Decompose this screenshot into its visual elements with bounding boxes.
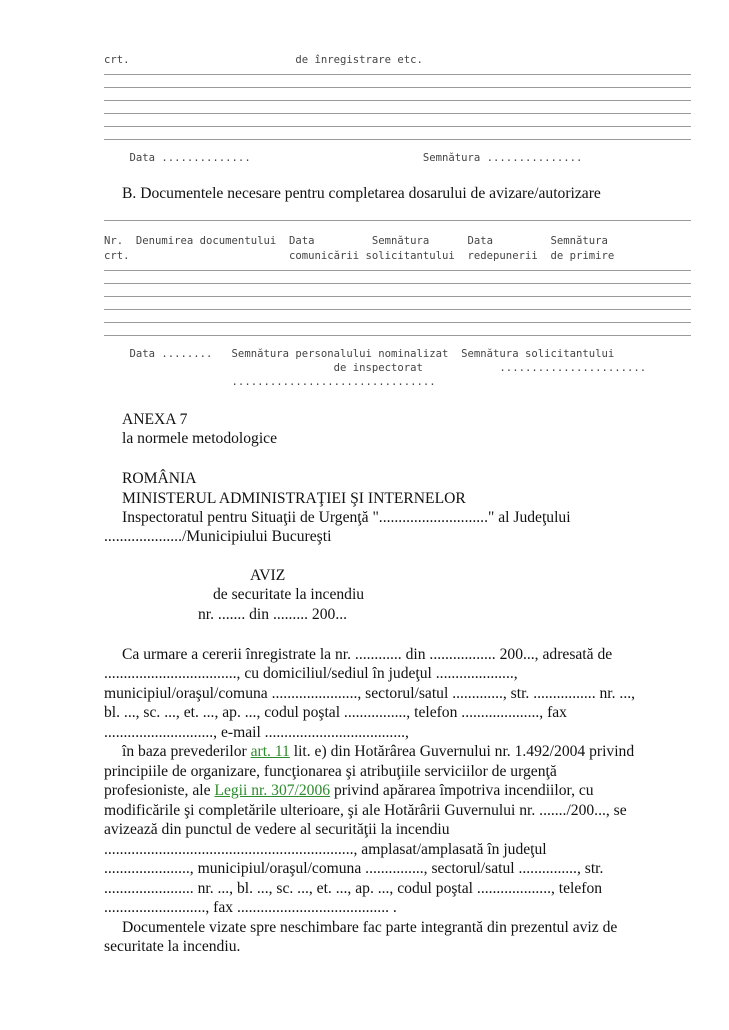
link-legea-307[interactable]: Legii nr. 307/2006 (214, 782, 331, 799)
table-rule (104, 100, 691, 101)
ministry-name: MINISTERUL ADMINISTRAŢIEI ŞI INTERNELOR (122, 490, 466, 507)
table-b-sign-line-1: Data ........ Semnătura personalului nominalizat Semnătura solicitantului (104, 348, 615, 360)
body-line: .................................., cu domiciliul/sediul în judeţul ...................., (104, 665, 518, 682)
table-a-header: crt. de înregistrare etc. (104, 54, 423, 66)
body-line: ....................... nr. ..., bl. ..., sc. ..., et. ..., ap. ..., codul poştal ..................., telefon (104, 880, 603, 897)
table-rule (104, 296, 691, 297)
body-line: municipiul/oraşul/comuna ......................, sectorul/satul ............., str. ................ nr. ..., (104, 685, 636, 702)
country-name: ROMÂNIA (122, 470, 197, 487)
body-text: în baza prevederilor (122, 743, 251, 760)
body-text: lit. e) din Hotărârea Guvernului nr. 1.492/2004 privind (289, 743, 635, 760)
annex-title: ANEXA 7 (122, 411, 188, 428)
table-a-sign-line: Data .............. Semnătura ............... (104, 152, 583, 164)
body-line: ............................, e-mail ...................................., (104, 724, 409, 741)
body-text: profesioniste, ale (104, 782, 215, 799)
body-line: securitate la incendiu. (104, 938, 241, 955)
table-rule (104, 283, 691, 284)
link-art-11[interactable]: art. 11 (250, 743, 290, 760)
inspectorate-line-1: Inspectoratul pentru Situaţii de Urgenţă "............................" al Judeţului (122, 509, 571, 526)
table-rule (104, 270, 691, 271)
table-rule (104, 335, 691, 336)
table-rule (104, 139, 691, 140)
body-line: Ca urmare a cererii înregistrate la nr. ............ din ................. 200..., adresată de (122, 646, 613, 663)
body-line: ................................................................, amplasat/amplasată în judeţul (104, 841, 547, 858)
aviz-subtitle: de securitate la incendiu (213, 586, 365, 603)
section-b-title: B. Documentele necesare pentru completarea dosarului de avizare/autorizare (122, 185, 601, 202)
table-rule (104, 126, 691, 127)
table-rule (104, 309, 691, 310)
body-line: bl. ..., sc. ..., et. ..., ap. ..., codul poştal ................, telefon ...................., fax (104, 704, 567, 721)
body-line: .........................., fax ....................................... . (104, 899, 397, 916)
body-line: avizează din punctul de vedere al securităţii la incendiu (104, 821, 450, 838)
table-b-header-2: crt. comunicării solicitantului redepunerii de primire (104, 250, 615, 262)
table-rule (104, 74, 691, 75)
table-rule (104, 322, 691, 323)
body-line (122, 742, 634, 761)
body-line: principiile de organizare, funcţionarea şi atribuţiile serviciilor de urgenţă (104, 763, 557, 780)
aviz-title: AVIZ (250, 567, 286, 584)
body-line: modificările şi completările ulterioare, şi ale Hotărârii Guvernului nr. ......./200..., se (104, 802, 627, 819)
inspectorate-line-2: ..................../Municipiului Bucureşti (104, 528, 332, 545)
table-b-header-1: Nr. Denumirea documentului Data Semnătura Data Semnătura (104, 235, 608, 247)
table-rule (104, 220, 691, 221)
body-line: Documentele vizate spre neschimbare fac parte integrantă din prezentul aviz de (122, 919, 618, 936)
body-line (104, 781, 594, 800)
table-rule (104, 113, 691, 114)
table-rule (104, 87, 691, 88)
body-line: ......................, municipiul/oraşul/comuna ..............., sectorul/satul ..............., str. (104, 860, 604, 877)
annex-subtitle: la normele metodologice (122, 430, 278, 447)
table-b-sign-line-2: de inspectorat ....................... (104, 362, 647, 374)
body-text: privind apărarea împotriva incendiilor, cu (330, 782, 594, 799)
table-b-sign-line-3: ................................ (104, 376, 436, 388)
aviz-number: nr. ....... din ......... 200... (198, 606, 348, 623)
